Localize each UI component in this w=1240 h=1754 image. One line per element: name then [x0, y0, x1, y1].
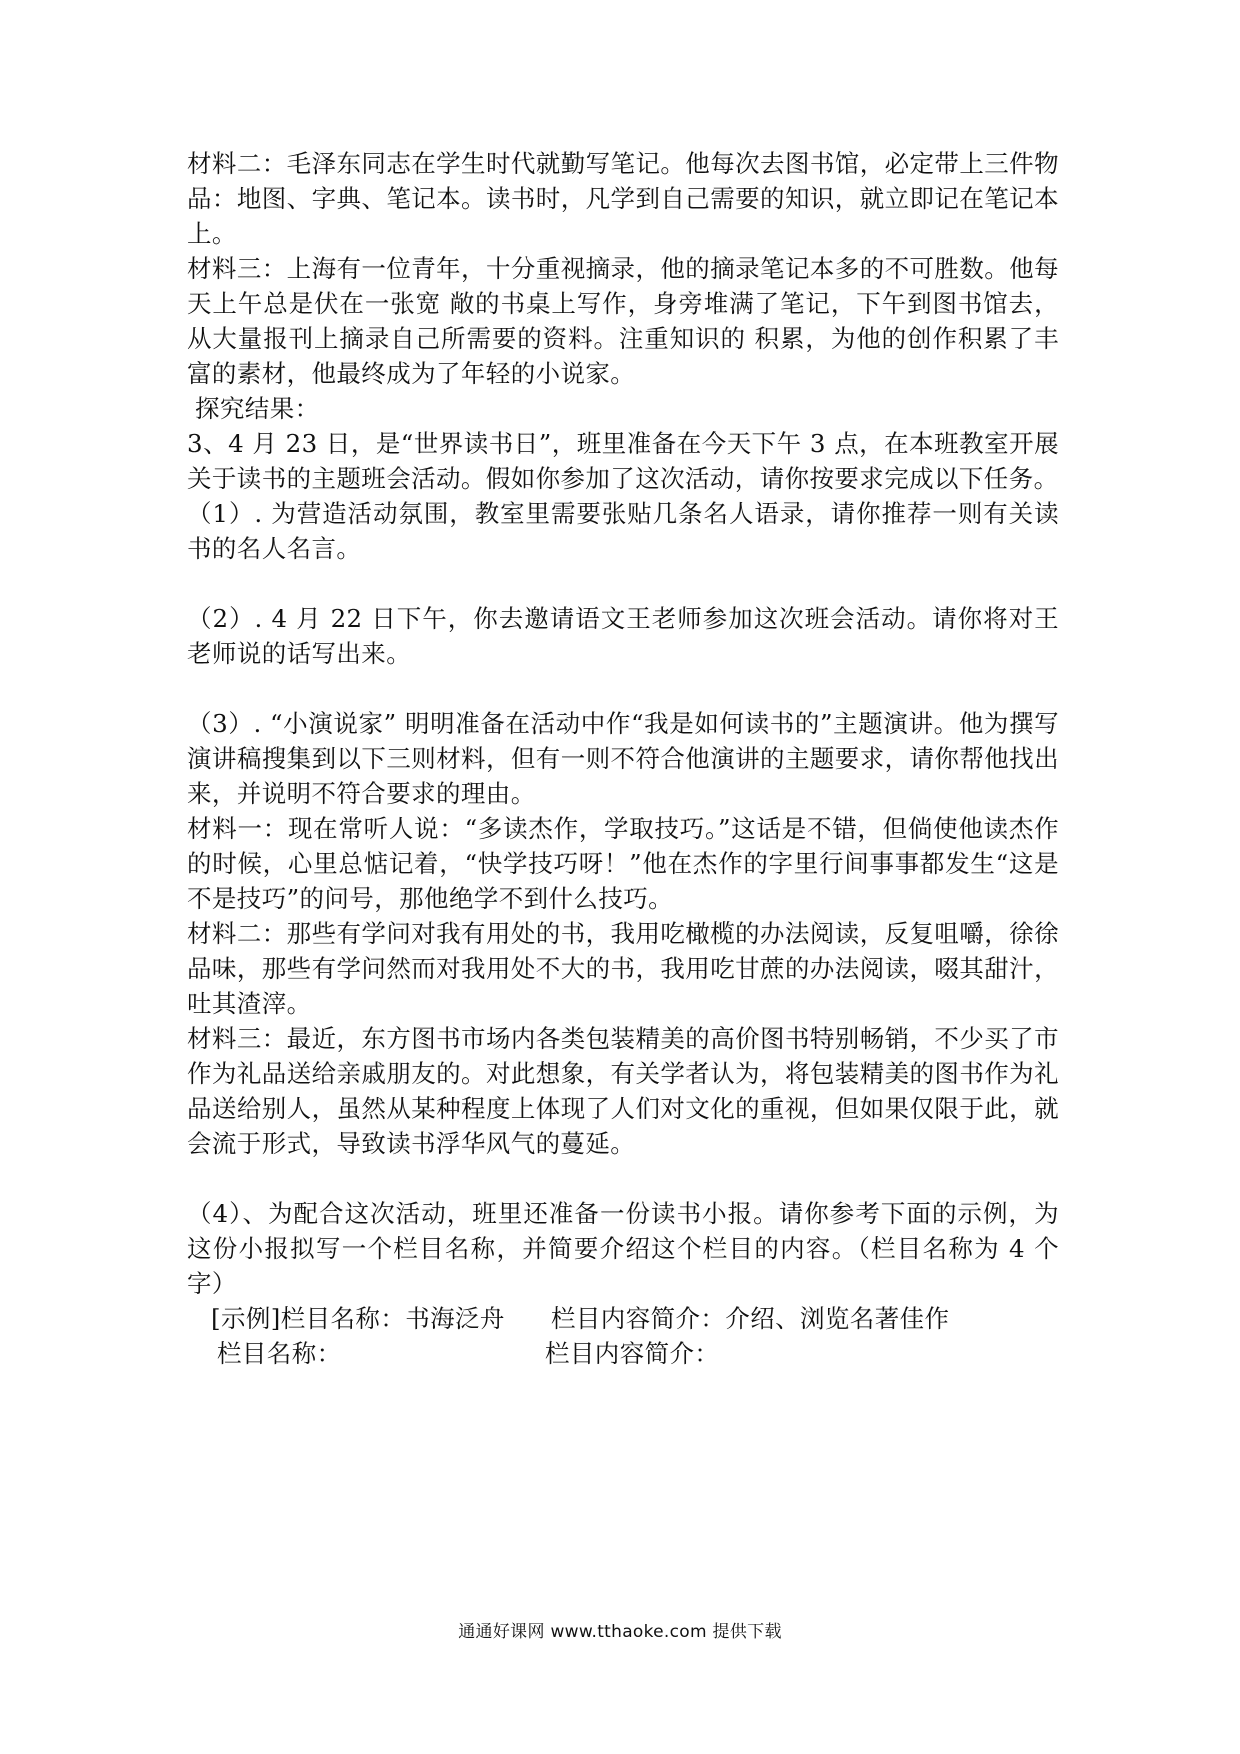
answer-space	[187, 566, 1059, 601]
paragraph-material-2: 材料二：毛泽东同志在学生时代就勤写笔记。他每次去图书馆，必定带上三件物品：地图、字典、笔记本。读书时，凡学到自己需要的知识，就立即记在笔记本上。	[187, 149, 1059, 248]
paragraph-result-label: 探究结果：	[195, 394, 320, 423]
footer-download-note: 通通好课网 www.tthaoke.com 提供下载	[458, 1622, 782, 1642]
question-3-intro: 3、4 月 23 日，是“世界读书日”，班里准备在今天下午 3 点，在本班教室开展关于读书的主题班会活动。假如你参加了这次活动，请你按要求完成以下任务。	[187, 429, 1059, 493]
document-body	[187, 146, 1059, 1371]
example-row	[187, 1301, 1059, 1336]
question-3-2: （2）. 4 月 22 日下午，你去邀请语文王老师参加这次班会活动。请你将对王老师说的话写出来。	[187, 604, 1059, 668]
q3-material-3: 材料三：最近，东方图书市场内各类包装精美的高价图书特别畅销，不少买了市作为礼品送给亲戚朋友的。对此想象，有关学者认为，将包装精美的图书作为礼品送给别人，虽然从某种程度上体现了人们对文化的重视，但如果仅限于此，就会流于形式，导致读书浮华风气的蔓延。	[187, 1024, 1059, 1158]
answer-space	[187, 671, 1059, 706]
paragraph-material-3: 材料三：上海有一位青年，十分重视摘录，他的摘录笔记本多的不可胜数。他每天上午总是伏在一张宽 敞的书桌上写作，身旁堆满了笔记，下午到图书馆去，从大量报刊上摘录自己所需要的资料。注重知识的 积累，为他的创作积累了丰富的素材，他最终成为了年轻的小说家。	[187, 254, 1059, 388]
q3-material-2: 材料二：那些有学问对我有用处的书，我用吃橄榄的办法阅读，反复咀嚼，徐徐品味，那些有学问然而对我用处不大的书，我用吃甘蔗的办法阅读，啜其甜汁，吐其渣滓。	[187, 919, 1059, 1018]
answer-column-intro: 栏目内容简介：	[545, 1339, 720, 1368]
question-3-4: （4）、为配合这次活动，班里还准备一份读书小报。请你参考下面的示例，为这份小报拟写一个栏目名称，并简要介绍这个栏目的内容。（栏目名称为 4 个字）	[187, 1199, 1059, 1298]
q3-material-1: 材料一：现在常听人说：“多读杰作，学取技巧。”这话是不错，但倘使他读杰作的时候，心里总惦记着，“快学技巧呀！”他在杰作的字里行间事事都发生“这是不是技巧”的问号，那他绝学不到什么技巧。	[187, 814, 1059, 913]
question-3-3: （3）. “小演说家” 明明准备在活动中作“我是如何读书的”主题演讲。他为撰写演讲稿搜集到以下三则材料，但有一则不符合他演讲的主题要求，请你帮他找出来，并说明不符合要求的理由。	[187, 709, 1059, 808]
answer-space	[187, 1161, 1059, 1196]
answer-row	[187, 1336, 1059, 1371]
answer-column-name: 栏目名称：	[217, 1339, 342, 1368]
question-3-1: （1）. 为营造活动氛围，教室里需要张贴几条名人语录，请你推荐一则有关读书的名人名言。	[187, 499, 1059, 563]
example-column-name: [示例]栏目名称：书海泛舟	[211, 1304, 505, 1333]
example-column-intro: 栏目内容简介：介绍、浏览名著佳作	[551, 1304, 950, 1333]
